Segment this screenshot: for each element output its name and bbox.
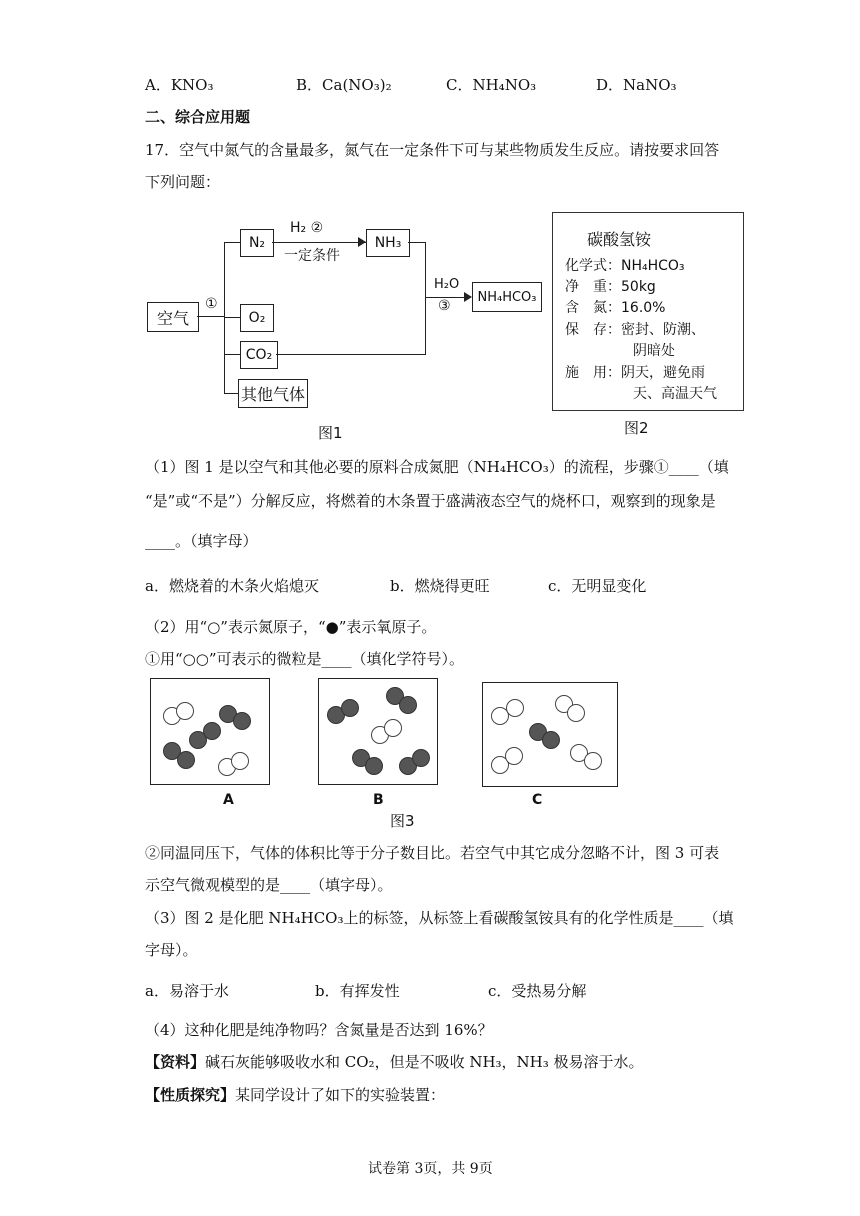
p1-line3: ____。（填字母） [145, 532, 258, 550]
option-b: B．Ca(NO₃)₂ [296, 76, 392, 94]
explore-text: 某同学设计了如下的实验装置： [235, 1086, 446, 1104]
co2-box: CO₂ [240, 341, 278, 369]
figure3-caption: 图3 [390, 812, 415, 830]
connector [425, 242, 426, 355]
connector [224, 317, 240, 318]
label-title: 碳酸氢铵 [587, 230, 652, 249]
nitrogen-atom [384, 719, 402, 737]
info-tag: 【资料】 [145, 1053, 206, 1071]
o2-box: O₂ [240, 304, 274, 332]
n2-box: N₂ [240, 229, 274, 257]
info-text: 碱石灰能够吸收水和 CO₂，但是不吸收 NH₃，NH₃ 极易溶于水。 [205, 1053, 644, 1071]
p3-line2: 字母）。 [145, 941, 198, 959]
p1-option-a: a．燃烧着的木条火焰熄灭 [145, 577, 319, 595]
nh3-box: NH₃ [366, 229, 410, 257]
oxygen-atom [399, 696, 417, 714]
label-weight: 净 重：50kg [565, 279, 656, 295]
label-usage-cont: 天、高温天气 [633, 386, 717, 402]
step2-top-label: H₂ ② [290, 220, 324, 236]
connector [224, 242, 240, 243]
model-label-c: C [532, 792, 543, 808]
nitrogen-atom [506, 699, 524, 717]
p3-line1: （3）图 2 是化肥 NH₄HCO₃上的标签，从标签上看碳酸氢铵具有的化学性质是____（填 [145, 909, 734, 927]
option-c: C．NH₄NO₃ [446, 76, 537, 94]
p2-line2: ①用“○○”可表示的微粒是____（填化学符号）。 [145, 650, 465, 668]
model-box-b [318, 678, 438, 785]
nh4hco3-box: NH₄HCO₃ [472, 282, 542, 312]
figure1-caption: 图1 [318, 424, 343, 442]
p3-option-c: c．受热易分解 [488, 982, 587, 1000]
p4-line1: （4）这种化肥是纯净物吗？含氮量是否达到 16%？ [145, 1021, 493, 1039]
connector [197, 316, 224, 317]
label-formula: 化学式：NH₄HCO₃ [565, 258, 685, 274]
label-storage-cont: 阴暗处 [633, 343, 675, 359]
option-d: D．NaNO₃ [596, 76, 677, 94]
nitrogen-atom [584, 752, 602, 770]
connector [408, 242, 425, 243]
nitrogen-atom [505, 747, 523, 765]
step3-bottom-label: ③ [438, 298, 451, 314]
explore-line [145, 1084, 445, 1105]
oxygen-atom [542, 731, 560, 749]
oxygen-atom [203, 722, 221, 740]
step2-bottom-label: 一定条件 [284, 248, 340, 264]
p1-line2: “是”或“不是”）分解反应，将燃着的木条置于盛满液态空气的烧杯口，观察到的现象是 [145, 492, 716, 510]
connector [224, 242, 225, 394]
oxygen-atom [412, 749, 430, 767]
page-footer: 试卷第 3页，共 9页 [368, 1161, 493, 1177]
oxygen-atom [341, 699, 359, 717]
p1-line1: （1）图 1 是以空气和其他必要的原料合成氮肥（NH₄HCO₃）的流程，步骤①____（填 [145, 458, 729, 476]
connector [276, 354, 426, 355]
nitrogen-atom [176, 702, 194, 720]
p3-option-b: b．有挥发性 [315, 982, 400, 1000]
air-box: 空气 [147, 302, 199, 332]
label-nitrogen: 含 氮：16.0% [565, 300, 666, 316]
other-gas-box: 其他气体 [238, 379, 308, 408]
oxygen-atom [177, 751, 195, 769]
model-label-a: A [223, 792, 234, 808]
info-line [145, 1051, 644, 1072]
arrow-head-icon [358, 237, 366, 247]
p2b-line1: ②同温同压下，气体的体积比等于分子数目比。若空气中其它成分忽略不计，图 3 可表 [145, 844, 720, 862]
arrow-head-icon [464, 292, 472, 302]
connector [224, 354, 240, 355]
nitrogen-atom [231, 752, 249, 770]
explore-tag: 【性质探究】 [145, 1086, 236, 1104]
section-title: 二、综合应用题 [145, 108, 251, 126]
label-storage: 保 存：密封、防潮、 [565, 322, 705, 338]
oxygen-atom [365, 757, 383, 775]
model-box-c [482, 682, 618, 787]
option-a: A．KNO₃ [145, 76, 214, 94]
model-box-a [150, 678, 270, 785]
step3-top-label: H₂O [434, 277, 460, 292]
p1-option-b: b．燃烧得更旺 [390, 577, 490, 595]
p1-option-c: c．无明显变化 [548, 577, 647, 595]
oxygen-atom [233, 712, 251, 730]
nitrogen-atom [567, 704, 585, 722]
model-label-b: B [373, 792, 384, 808]
figure2-caption: 图2 [624, 419, 649, 437]
figure2-fertilizer-label [552, 212, 744, 411]
q17-line2: 下列问题： [145, 173, 221, 191]
arrow-line [272, 242, 366, 243]
p2-line1: （2）用“○”表示氮原子，“●”表示氧原子。 [145, 618, 437, 636]
label-usage: 施 用：阴天，避免雨 [565, 365, 705, 381]
step1-label: ① [205, 296, 218, 312]
p2b-line2: 示空气微观模型的是____（填字母）。 [145, 876, 393, 894]
p3-option-a: a．易溶于水 [145, 982, 229, 1000]
q17-line1: 17．空气中氮气的含量最多，氮气在一定条件下可与某些物质发生反应。请按要求回答 [145, 141, 720, 159]
